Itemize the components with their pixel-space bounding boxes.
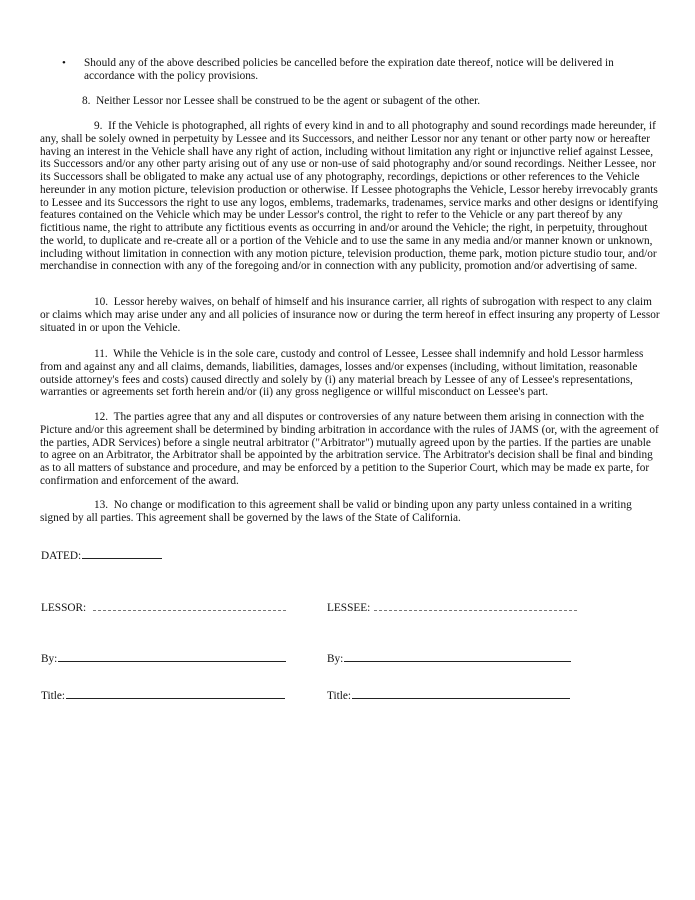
lessor-by-row [41,651,286,666]
lessor-row [41,600,286,615]
lessor-label: LESSOR: [41,602,87,614]
paragraph-text: Lessor hereby waives, on behalf of himself and his insurance carrier, all rights of subrogation with respect to any claim or claims which may arise under any and all policies of insurance now or during the term hereof in effect insuring any property of Lessor situated in or upon the Vehicle. [40,296,660,334]
dated-row [41,548,162,563]
paragraph-text: If the Vehicle is photographed, all rights of every kind in and to all photography and sound recordings made hereunder, if any, shall be solely owned in perpetuity by Lessee and its Successors, and neither Lessor nor any tenant or other party now or hereafter having an interest in the Vehicle shall have any right of action, including without limitation any right or injunctive relief against Lessee, its Successors and/or any other party arising out of any use or non-use of said photography and/or sound recordings. Neither Lessee, nor its Successors shall be obligated to make any actual use of any photography, recordings, depictions or other references to the Vehicle hereunder in any motion picture, television production or otherwise. If Lessee photographs the Vehicle, Lessor hereby irrevocably grants to Lessee and its Successors the right to use any logos, emblems, trademarks, tradenames, service marks and other designs or identifying features contained on the Vehicle which may be under Lessor's control, the right to refer to the Vehicle or any part thereof by any fictitious name, the right to attribute any fictitious events as occurring in and/or around the Vehicle; the right, in perpetuity, throughout the world, to duplicate and re-create all or a portion of the Vehicle and to use the same in any media and/or manner known or unknown, including without limitation in connection with any motion picture, television production, theme park, motion picture studio tour, and/or merchandise in connection with any of the foregoing and/or in connection with any publicity, promotion and/or advertising of same. [40,120,659,273]
paragraph-13 [40,499,662,525]
lessee-by-row [327,651,571,666]
lessee-signature-field[interactable] [374,600,577,611]
paragraph-9 [40,120,662,273]
paragraph-number: 13. [94,499,109,511]
paragraph-text: The parties agree that any and all disputes or controversies of any nature between them arising in connection with the Picture and/or this agreement shall be determined by binding arbitration in accordance with the rules of JAMS (or, with the agreement of the parties, ADR Services) before a single neutral arbitrator ("Arbitrator") mutually agreed upon by the parties. If the parties are unable to agree on an Arbitrator, the Arbitrator shall be appointed by the arbitration service. The Arbitrator's decision shall be final and binding as to all matters of substance and procedure, and may be enforced by a petition to the Superior Court, which may be made ex parte, for confirmation and enforcement of the award. [40,411,659,487]
lessee-by-label: By: [327,653,344,665]
paragraph-text: Neither Lessor nor Lessee shall be construed to be the agent or subagent of the other. [96,95,481,107]
paragraph-number: 8. [82,95,91,107]
dated-label: DATED: [41,550,82,562]
dated-field[interactable] [82,548,162,559]
paragraph-number: 9. [94,120,103,132]
lessee-title-label: Title: [327,690,352,702]
lessor-signature-field[interactable] [93,600,286,611]
paragraph-number: 11. [94,348,108,360]
lessor-by-field[interactable] [58,651,286,662]
bullet-icon: • [62,57,66,69]
paragraph-number: 10. [94,296,109,308]
paragraph-11 [40,348,662,399]
lessor-by-label: By: [41,653,58,665]
lessor-title-field[interactable] [66,688,285,699]
lessee-title-field[interactable] [352,688,570,699]
lessee-label: LESSEE: [327,602,371,614]
lessee-by-field[interactable] [344,651,571,662]
paragraph-text: No change or modification to this agreement shall be valid or binding upon any party unless contained in a writing signed by all parties. This agreement shall be governed by the laws of the State of California. [40,499,632,524]
paragraph-10 [40,296,662,334]
lessor-title-row [41,688,285,703]
lessee-row [327,600,577,615]
paragraph-number: 12. [94,411,109,423]
paragraph-8 [82,95,662,108]
lessor-title-label: Title: [41,690,66,702]
bullet-paragraph: Should any of the above described policies be cancelled before the expiration date thereof, notice will be delivered in accordance with the policy provisions. [84,57,614,82]
lessee-title-row [327,688,570,703]
paragraph-12 [40,411,662,488]
paragraph-text: While the Vehicle is in the sole care, custody and control of Lessee, Lessee shall indemnify and hold Lessor harmless from and against any and all claims, demands, liabilities, damages, losses and/or expenses (including, without limitation, reasonable outside attorney's fees and costs) caused directly and solely by (i) any material breach by Lessee of any of Lessee's representations, warranties or agreements set forth herein and/or (ii) any gross negligence or willful misconduct on Lessee's part. [40,348,644,399]
